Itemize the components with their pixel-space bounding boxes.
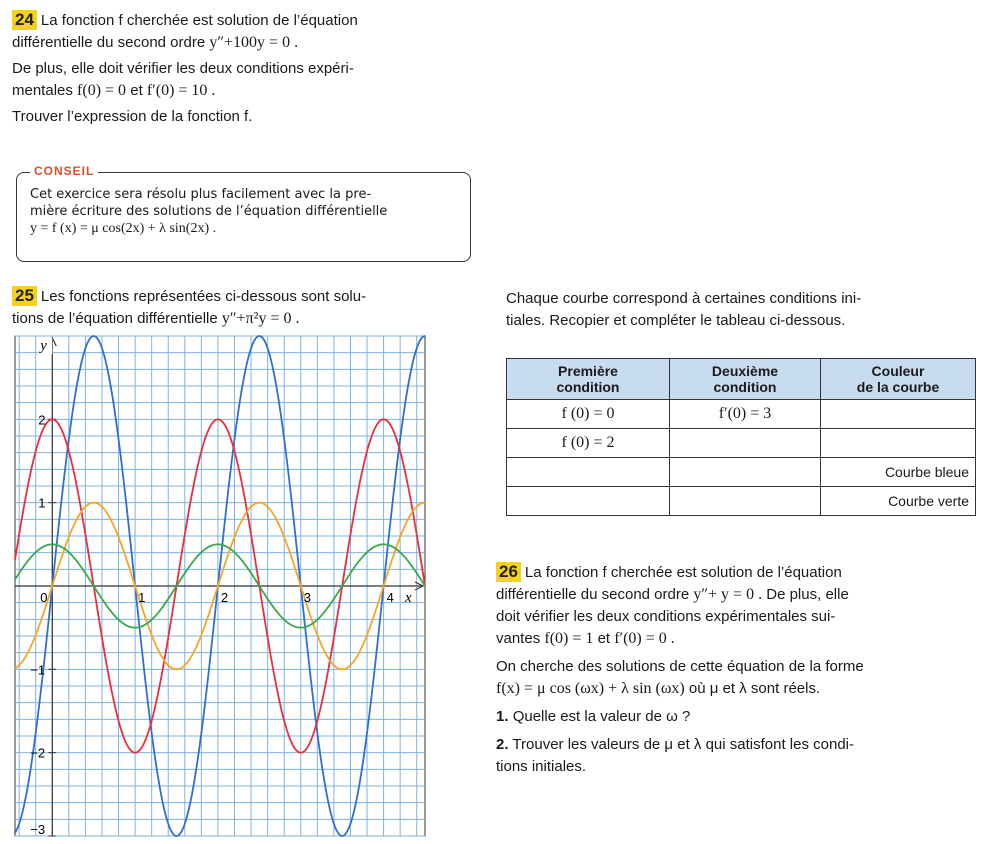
ex26-para2-end: où μ et λ sont réels.: [688, 680, 821, 697]
table-row: [507, 487, 976, 516]
ex26-form: f(x) = μ cos (ωx) + λ sin (ωx): [496, 680, 685, 697]
ex26-line2: différentielle du second ordre: [496, 586, 690, 603]
ex24-and: et: [130, 82, 143, 99]
curves-graph: [14, 335, 426, 837]
ex26-condition-2: f′(0) = 0 .: [614, 630, 675, 647]
question-2-line1: Trouver les valeurs de μ et λ qui satisfont les condi-: [512, 736, 854, 753]
ex26-condition-1: f(0) = 1: [544, 630, 594, 647]
conseil-line1: Cet exercice sera résolu plus facilement avec la pre-: [30, 187, 372, 202]
tick-label-y2: 2: [38, 412, 46, 428]
ex26-line1: La fonction f cherchée est solution de l’équation: [524, 564, 842, 581]
tick-label-x2: 2: [220, 590, 229, 605]
header-premiere-condition: Première condition: [507, 359, 670, 400]
ex24-condition-2: f′(0) = 10 .: [146, 82, 216, 99]
table-header-row: [507, 359, 976, 400]
tick-label-x1: 1: [138, 590, 146, 605]
table-cell: [821, 400, 976, 429]
tick-label-ym3: −3: [30, 822, 46, 837]
table-cell: f′(0) = 3: [670, 400, 821, 429]
ex25-equation: y″+π²y = 0 .: [221, 310, 300, 327]
question-2-line2: tions initiales.: [496, 758, 587, 775]
exercise-24: [12, 10, 477, 128]
tick-label-x3: 3: [303, 590, 311, 605]
table-cell: Courbe verte: [821, 487, 976, 516]
table-row: [507, 429, 976, 458]
intro-line1: Chaque courbe correspond à certaines conditions ini-: [506, 290, 862, 307]
table-cell: [507, 458, 670, 487]
tick-label-y1: 1: [38, 495, 46, 511]
tick-label-ym2: −2: [30, 745, 46, 761]
table-row: [507, 458, 976, 487]
ex25-line2: tions de l’équation différentielle: [12, 310, 218, 327]
ex26-line3: doit vérifier les deux conditions expérimentales sui-: [496, 608, 836, 625]
table-cell: f (0) = 0: [507, 400, 670, 429]
question-1: Quelle est la valeur de ω ?: [512, 708, 691, 725]
table-cell: [670, 487, 821, 516]
ex24-equation: y″+100y = 0 .: [209, 34, 299, 51]
tick-label-x0: 0: [40, 590, 48, 605]
question-1-number: 1.: [496, 708, 509, 725]
exercise-number: 24: [12, 10, 37, 30]
table-intro: [506, 288, 966, 332]
ex24-line2: différentielle du second ordre: [12, 34, 206, 51]
table-cell: f (0) = 2: [507, 429, 670, 458]
table-cell: [670, 458, 821, 487]
header-couleur: Couleur de la courbe: [821, 359, 976, 400]
x-axis-label: x: [405, 590, 412, 606]
ex24-question: Trouver l’expression de la fonction f.: [12, 108, 253, 125]
ex26-line2-end: De plus, elle: [766, 586, 849, 603]
exercise-number: 25: [12, 286, 37, 306]
conseil-formula: y = f (x) = μ cos(2x) + λ sin(2x) .: [30, 221, 217, 236]
ex24-line4: mentales: [12, 82, 73, 99]
conseil-text: [30, 186, 460, 237]
exercise-25: [12, 286, 482, 330]
table-cell: Courbe bleue: [821, 458, 976, 487]
table-cell: [670, 429, 821, 458]
exercise-number: 26: [496, 562, 521, 582]
conseil-title: CONSEIL: [30, 160, 98, 182]
table-cell: [821, 429, 976, 458]
ex26-para2-line1: On cherche des solutions de cette équation de la forme: [496, 658, 864, 675]
question-2-number: 2.: [496, 736, 509, 753]
conditions-table: [506, 358, 976, 516]
tick-label-x4: 4: [386, 590, 394, 605]
intro-line2: tiales. Recopier et compléter le tableau ci-dessous.: [506, 312, 846, 329]
ex26-line4: vantes: [496, 630, 541, 647]
ex24-condition-1: f(0) = 0: [77, 82, 127, 99]
header-deuxieme-condition: Deuxième condition: [670, 359, 821, 400]
ex25-line1: Les fonctions représentées ci-dessous sont solu-: [40, 288, 367, 305]
table-row: [507, 400, 976, 429]
tick-label-ym1: −1: [30, 662, 46, 678]
ex24-line3: De plus, elle doit vérifier les deux conditions expéri-: [12, 60, 354, 77]
conseil-line2: mière écriture des solutions de l’équation différentielle: [30, 204, 388, 219]
y-axis-label: y: [40, 338, 47, 354]
ex26-and: et: [597, 630, 611, 647]
ex26-equation: y″+ y = 0 .: [693, 586, 763, 603]
ex24-line1: La fonction f cherchée est solution de l’équation: [40, 12, 358, 29]
table-cell: [507, 487, 670, 516]
exercise-26: [496, 562, 968, 784]
